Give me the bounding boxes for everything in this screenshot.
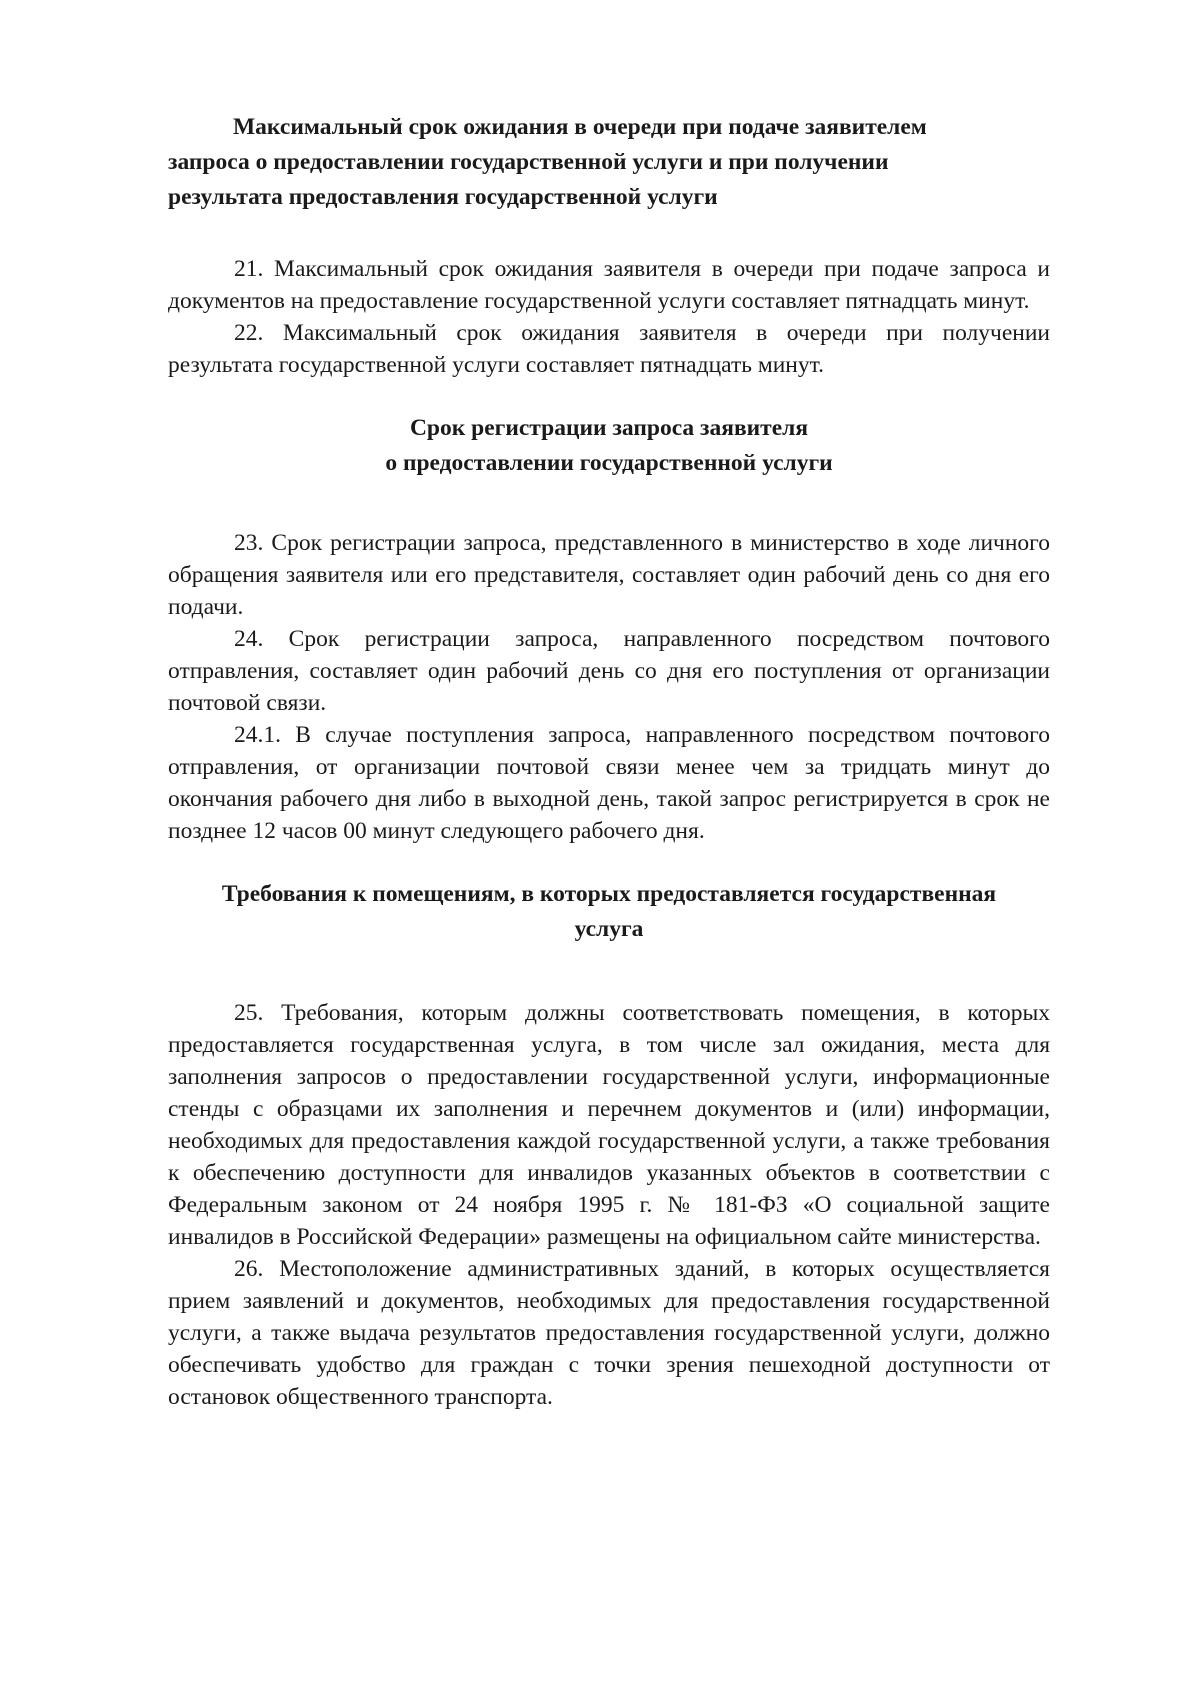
section-heading-premises — [168, 877, 1050, 947]
paragraph-24-1: 24.1. В случае поступления запроса, направленного посредством почтового отправления, от организации почтовой связи менее чем за тридцать минут до окончания рабочего дня либо в выходной день, такой запрос регистрируется в срок не позднее 12 часов 00 минут следующего рабочего дня. — [168, 722, 1050, 844]
paragraph-22: 22. Максимальный срок ожидания заявителя в очереди при получении результата государственной услуги составляет пятнадцать минут. — [168, 320, 1050, 378]
section-heading-registration — [168, 411, 1050, 481]
heading-line: о предоставлении государственной услуги — [385, 450, 833, 476]
section-heading-queue-time — [168, 110, 1050, 215]
heading-line: услуга — [574, 916, 644, 942]
heading-line: Максимальный срок ожидания в очереди при подаче заявителем — [233, 114, 927, 140]
document-page — [168, 110, 1050, 1413]
paragraph-21: 21. Максимальный срок ожидания заявителя в очереди при подаче запроса и документов на предоставление государственной услуги составляет пятнадцать минут. — [168, 256, 1050, 314]
heading-line: Требования к помещениям, в которых предоставляется государственная — [221, 881, 997, 907]
paragraph-23: 23. Срок регистрации запроса, представленного в министерство в ходе личного обращения заявителя или его представителя, составляет один рабочий день со дня его подачи. — [168, 530, 1050, 620]
paragraph-26: 26. Местоположение административных зданий, в которых осуществляется прием заявлений и документов, необходимых для предоставления государственной услуги, а также выдача результатов предоставления государственной услуги, должно обеспечивать удобство для граждан с точки зрения пешеходной доступности от остановок общественного транспорта. — [168, 1256, 1050, 1410]
heading-line: Срок регистрации запроса заявителя — [409, 415, 809, 441]
paragraph-24: 24. Срок регистрации запроса, направленного посредством почтового отправления, составляет один рабочий день со дня его поступления от организации почтовой связи. — [168, 626, 1050, 716]
heading-line: результата предоставления государственной услуги — [168, 184, 718, 210]
heading-line: запроса о предоставлении государственной услуги и при получении — [168, 149, 889, 175]
paragraph-25: 25. Требования, которым должны соответствовать помещения, в которых предоставляется государственная услуга, в том числе зал ожидания, места для заполнения запросов о предоставлении государственной услуги, информационные стенды с образцами их заполнения и перечнем документов и (или) информации, необходимых для предоставления каждой государственной услуги, а также требования к обеспечению доступности для инвалидов указанных объектов в соответствии с Федеральным законом от 24 ноября 1995 г. № 181-ФЗ «О социальной защите инвалидов в Российской Федерации» размещены на официальном сайте министерства. — [168, 1000, 1050, 1250]
